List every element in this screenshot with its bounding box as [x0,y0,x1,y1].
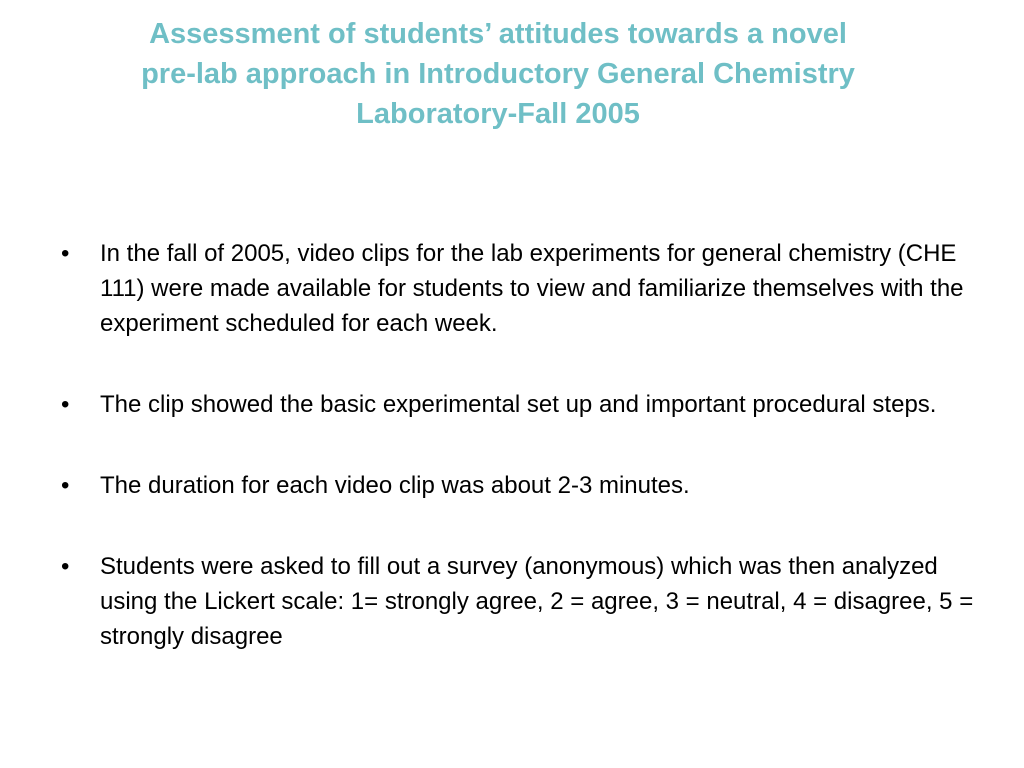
bullet-item [0,236,1024,341]
slide-title [40,14,956,134]
bullet-text: The duration for each video clip was about 2-3 minutes. [100,472,690,499]
title-line-1: Assessment of students’ attitudes towards a novel [149,18,847,50]
bullet-icon: • [61,391,70,418]
bullet-icon: • [61,553,70,580]
bullet-item [0,468,1024,503]
bullet-list [0,236,1024,700]
title-line-3: Laboratory-Fall 2005 [356,98,640,130]
bullet-text: In the fall of 2005, video clips for the lab experiments for general chemistry (CHE 111) were made available for students to view and familiarize themselves with the experiment scheduled for each week. [100,240,964,337]
bullet-icon: • [61,240,70,267]
bullet-item [0,549,1024,654]
title-line-2: pre-lab approach in Introductory General Chemistry [141,58,855,90]
bullet-text: Students were asked to fill out a survey (anonymous) which was then analyzed using the Lickert scale: 1= strongly agree, 2 = agree, 3 = neutral, 4 = disagree, 5 = strongly disagree [100,553,974,650]
bullet-item [0,387,1024,422]
bullet-icon: • [61,472,70,499]
bullet-text: The clip showed the basic experimental set up and important procedural steps. [100,391,937,418]
